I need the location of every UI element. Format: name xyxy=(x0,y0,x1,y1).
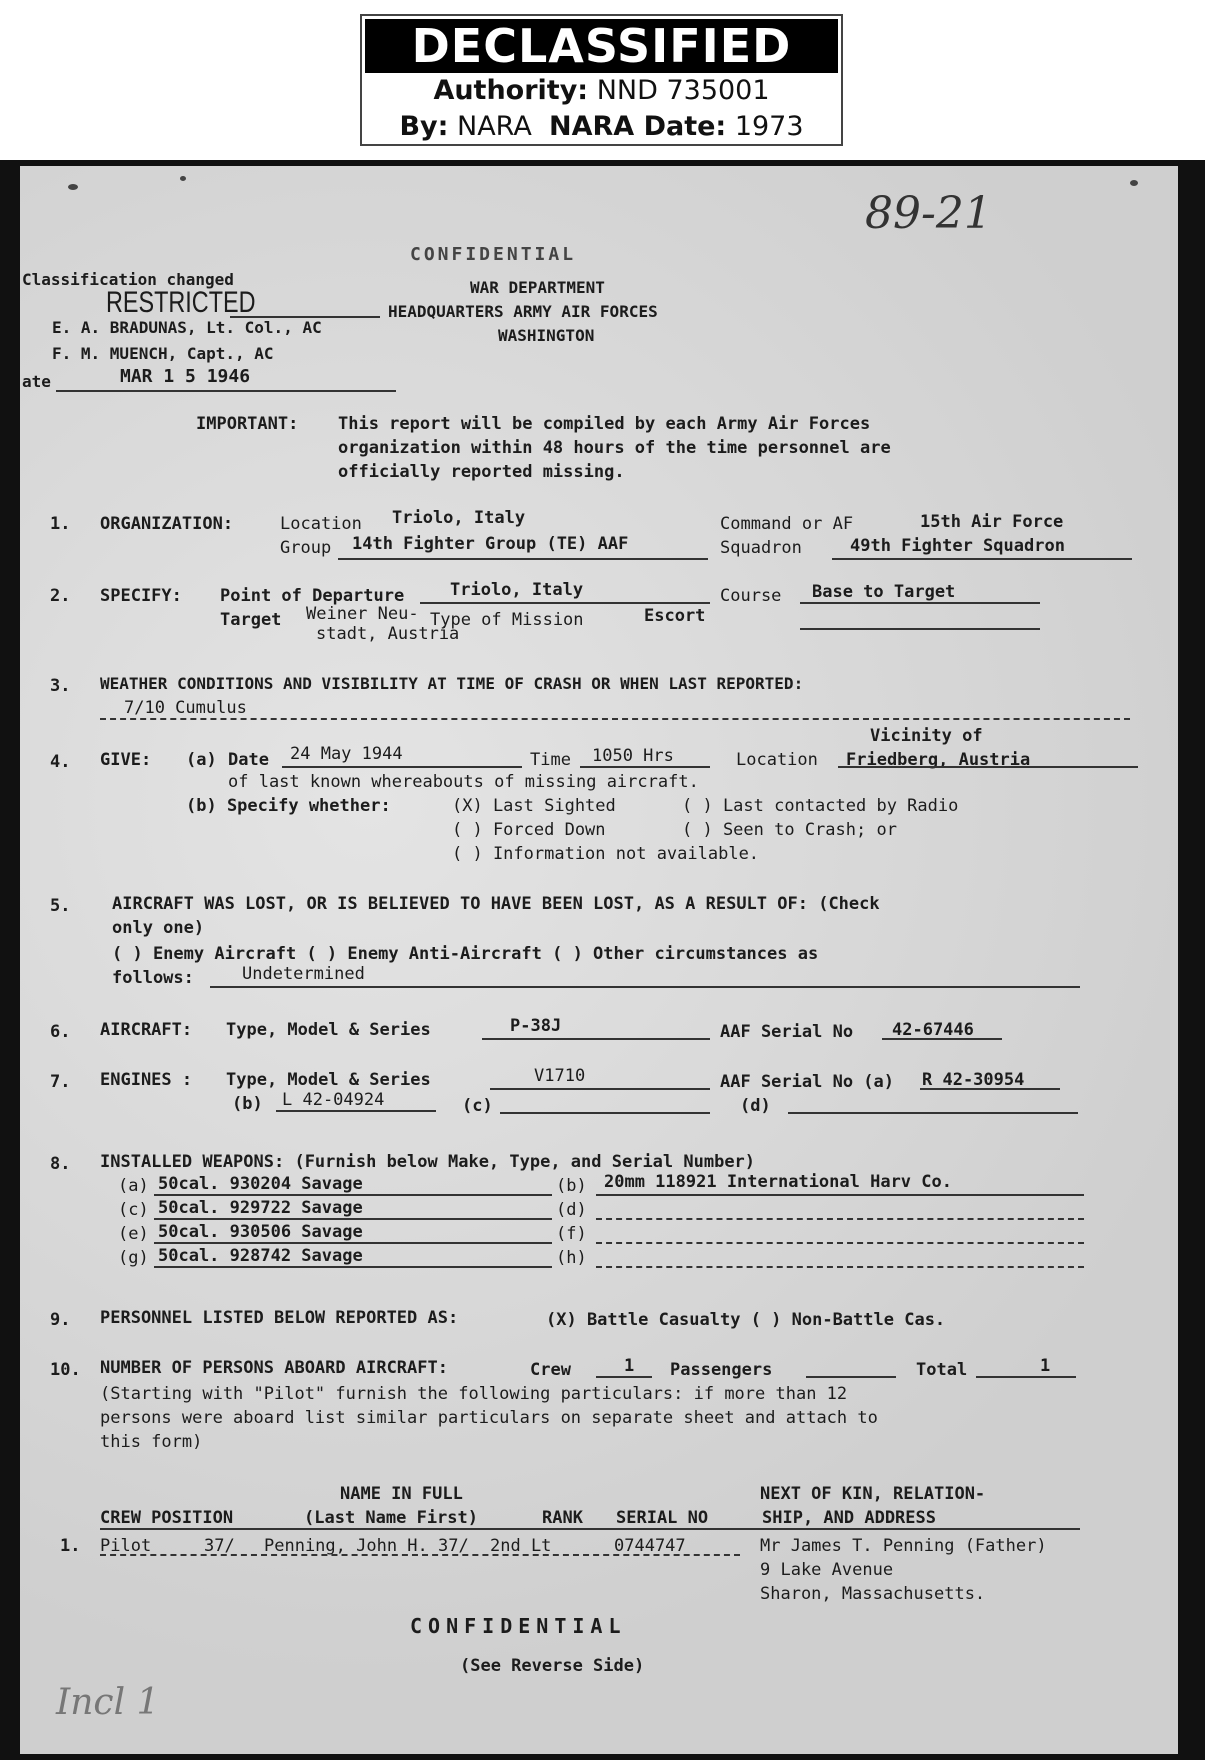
crew-header-kin-top: NEXT OF KIN, RELATION- xyxy=(760,1484,986,1504)
s4-forced-down: ( ) Forced Down xyxy=(452,820,606,840)
s6-type-label: Type, Model & Series xyxy=(226,1020,431,1040)
s10-note3: this form) xyxy=(100,1432,203,1452)
s3-value: 7/10 Cumulus xyxy=(124,698,247,718)
s8-weapon-h-key: (h) xyxy=(556,1248,587,1268)
crew-header-position: CREW POSITION xyxy=(100,1508,234,1528)
s8-weapon-a-key: (a) xyxy=(118,1176,149,1196)
class-change-date-label: ate xyxy=(22,372,51,391)
s4-location-top: Vicinity of xyxy=(870,726,983,746)
s8-weapon-d-key: (d) xyxy=(556,1200,587,1220)
s9-label: PERSONNEL LISTED BELOW REPORTED AS: xyxy=(100,1308,459,1328)
s4-num: 4. xyxy=(50,752,71,772)
s7-b-rule xyxy=(276,1110,436,1112)
s5-label-line2: only one) xyxy=(112,918,205,938)
handwritten-reference: 89-21 xyxy=(865,188,992,239)
s1-location-label: Location xyxy=(280,514,362,534)
s4-date-rule xyxy=(282,766,522,768)
s7-c-label: (c) xyxy=(462,1096,493,1116)
s8-weapon-g: 50cal. 928742 Savage xyxy=(158,1246,363,1266)
s6-type-rule xyxy=(482,1038,710,1040)
s4-last-sighted: (X) Last Sighted xyxy=(452,796,616,816)
crew-header-name-top: NAME IN FULL xyxy=(340,1484,463,1504)
crew-header-name: (Last Name First) xyxy=(304,1508,478,1528)
crew-row-kin3: Sharon, Massachusetts. xyxy=(760,1584,986,1604)
s4-time: 1050 Hrs xyxy=(592,746,674,766)
s2-target-label: Target xyxy=(220,610,282,630)
ink-speck xyxy=(68,184,78,190)
document-page xyxy=(20,166,1178,1754)
s4-whereabouts: of last known whereabouts of missing aircraft. xyxy=(228,772,699,792)
s4-location-rule xyxy=(838,766,1138,768)
crew-row-position: Pilot xyxy=(100,1536,152,1556)
s8-weapon-b-key: (b) xyxy=(556,1176,587,1196)
s3-rule xyxy=(100,718,1130,720)
s6-type: P-38J xyxy=(510,1016,562,1036)
crew-row-name: Penning, John H. xyxy=(264,1536,428,1556)
s6-num: 6. xyxy=(50,1022,71,1042)
s2-mission: Escort xyxy=(644,606,706,626)
crew-row-rule xyxy=(100,1554,740,1556)
s7-c-rule xyxy=(500,1112,710,1114)
s10-total-rule xyxy=(976,1376,1076,1378)
s2-departure-rule xyxy=(420,602,710,604)
crew-header-kin: SHIP, AND ADDRESS xyxy=(762,1508,936,1528)
s10-crew-rule xyxy=(596,1376,652,1378)
s5-options: ( ) Enemy Aircraft ( ) Enemy Anti-Aircraft ( ) Other circumstances as xyxy=(112,944,819,964)
s2-departure: Triolo, Italy xyxy=(450,580,584,600)
stamp-by: By: NARA NARA Date: 1973 xyxy=(399,111,804,142)
s8-weapon-b-rule xyxy=(596,1194,1084,1196)
s7-type-rule xyxy=(490,1088,710,1090)
s8-weapon-e: 50cal. 930506 Savage xyxy=(158,1222,363,1242)
class-change-date-rule xyxy=(56,390,396,392)
s5-label-line1: AIRCRAFT WAS LOST, OR IS BELIEVED TO HAVE BEEN LOST, AS A RESULT OF: (Check xyxy=(112,894,880,914)
s9-value: (X) Battle Casualty ( ) Non-Battle Cas. xyxy=(546,1310,946,1330)
s5-follows: Undetermined xyxy=(242,964,365,984)
stamp-title: DECLASSIFIED xyxy=(365,19,838,73)
s3-label: WEATHER CONDITIONS AND VISIBILITY AT TIME OF CRASH OR WHEN LAST REPORTED: xyxy=(100,674,804,693)
s8-weapon-f-rule xyxy=(596,1242,1084,1244)
s10-crew-label: Crew xyxy=(530,1360,571,1380)
ink-speck xyxy=(1130,180,1138,186)
s4-b: (b) Specify whether: xyxy=(186,796,391,816)
s1-squadron-rule xyxy=(832,558,1132,560)
s7-b-label: (b) xyxy=(232,1094,263,1114)
s4-time-rule xyxy=(580,766,710,768)
header-washington: WASHINGTON xyxy=(498,326,595,345)
crew-row-rank: 2nd Lt xyxy=(490,1536,552,1556)
s10-note2: persons were aboard list similar particulars on separate sheet and attach to xyxy=(100,1408,878,1428)
s1-squadron-label: Squadron xyxy=(720,538,802,558)
crew-row-kin2: 9 Lake Avenue xyxy=(760,1560,894,1580)
s3-num: 3. xyxy=(50,676,71,696)
crew-row-serial: 0744747 xyxy=(614,1536,686,1556)
s2-target-line2: stadt, Austria xyxy=(316,624,460,644)
restricted-stamp: RESTRICTED xyxy=(106,286,256,319)
s7-serial-label: AAF Serial No (a) xyxy=(720,1072,894,1092)
header-hq-aaf: HEADQUARTERS ARMY AIR FORCES xyxy=(388,302,658,321)
s1-group: 14th Fighter Group (TE) AAF xyxy=(352,534,629,554)
s8-weapon-e-key: (e) xyxy=(118,1224,149,1244)
s7-d-label: (d) xyxy=(740,1096,771,1116)
top-classification: CONFIDENTIAL xyxy=(410,244,577,265)
s10-num: 10. xyxy=(50,1360,81,1380)
s1-squadron: 49th Fighter Squadron xyxy=(850,536,1065,556)
s7-type: V1710 xyxy=(534,1066,586,1086)
scanned-sheet xyxy=(0,160,1205,1760)
see-reverse-side: (See Reverse Side) xyxy=(460,1656,645,1676)
s1-label: ORGANIZATION: xyxy=(100,514,234,534)
s4-date: 24 May 1944 xyxy=(290,744,403,764)
bottom-classification: CONFIDENTIAL xyxy=(410,1614,627,1638)
s6-serial-label: AAF Serial No xyxy=(720,1022,854,1042)
s10-passengers-rule xyxy=(806,1376,896,1378)
s4-label: GIVE: xyxy=(100,750,152,770)
crew-row-mark1: 37/ xyxy=(204,1536,235,1556)
s8-num: 8. xyxy=(50,1154,71,1174)
ink-speck xyxy=(180,176,186,181)
crew-header-rank: RANK xyxy=(542,1508,583,1528)
important-line2: organization within 48 hours of the time personnel are xyxy=(338,438,891,458)
s8-weapon-c-key: (c) xyxy=(118,1200,149,1220)
s8-weapon-e-rule xyxy=(154,1242,552,1244)
important-label: IMPORTANT: xyxy=(196,414,299,434)
s1-group-rule xyxy=(338,558,708,560)
important-line3: officially reported missing. xyxy=(338,462,625,482)
s8-weapon-g-rule xyxy=(154,1266,552,1268)
s2-num: 2. xyxy=(50,586,71,606)
s2-course-rule xyxy=(800,602,1040,604)
crew-header-serial: SERIAL NO xyxy=(616,1508,709,1528)
s8-weapon-f-key: (f) xyxy=(556,1224,587,1244)
s4-seen-crash: ( ) Seen to Crash; or xyxy=(682,820,897,840)
s7-label: ENGINES : xyxy=(100,1070,193,1090)
s8-weapon-d-rule xyxy=(596,1218,1084,1220)
class-change-by2: F. M. MUENCH, Capt., AC xyxy=(52,344,274,363)
s8-weapon-h-rule xyxy=(596,1266,1084,1268)
s2-extra-rule xyxy=(800,628,1040,630)
s4-location: Friedberg, Austria xyxy=(846,750,1031,770)
s1-num: 1. xyxy=(50,514,71,534)
s8-weapon-c: 50cal. 929722 Savage xyxy=(158,1198,363,1218)
s7-b: L 42-04924 xyxy=(282,1090,385,1110)
s2-departure-label: Point of Departure xyxy=(220,586,405,606)
class-change-label: Classification changed xyxy=(22,270,234,289)
s8-weapon-g-key: (g) xyxy=(118,1248,149,1268)
s6-serial: 42-67446 xyxy=(892,1020,974,1040)
s4-location-label: Location xyxy=(736,750,818,770)
s10-total: 1 xyxy=(1040,1356,1051,1376)
s10-total-label: Total xyxy=(916,1360,968,1380)
s8-weapon-a-rule xyxy=(154,1194,552,1196)
header-war-department: WAR DEPARTMENT xyxy=(470,278,605,297)
s1-command: 15th Air Force xyxy=(920,512,1064,532)
crew-row-kin1: Mr James T. Penning (Father) xyxy=(760,1536,1047,1556)
s6-serial-rule xyxy=(882,1038,1002,1040)
s1-group-label: Group xyxy=(280,538,332,558)
s5-num: 5. xyxy=(50,896,71,916)
s8-weapon-a: 50cal. 930204 Savage xyxy=(158,1174,363,1194)
s4-a: (a) xyxy=(186,750,217,770)
class-change-by1: E. A. BRADUNAS, Lt. Col., AC xyxy=(52,318,322,337)
s1-location: Triolo, Italy xyxy=(392,508,526,528)
declassified-stamp xyxy=(360,14,843,146)
handwritten-inclosure: Incl 1 xyxy=(56,1682,160,1723)
s10-crew: 1 xyxy=(624,1356,635,1376)
important-line1: This report will be compiled by each Army Air Forces xyxy=(338,414,871,434)
s10-passengers-label: Passengers xyxy=(670,1360,773,1380)
s5-rule xyxy=(210,986,1080,988)
s4-date-label: Date xyxy=(228,750,269,770)
s1-command-label: Command or AF xyxy=(720,514,854,534)
s8-weapon-c-rule xyxy=(154,1218,552,1220)
crew-header-rule xyxy=(100,1528,1080,1530)
s2-mission-label: Type of Mission xyxy=(430,610,584,630)
crew-row-mark2: 37/ xyxy=(438,1536,469,1556)
s2-course-label: Course xyxy=(720,586,782,606)
s2-label: SPECIFY: xyxy=(100,586,182,606)
s4-info-not-available: ( ) Information not available. xyxy=(452,844,760,864)
s8-label: INSTALLED WEAPONS: (Furnish below Make, Type, and Serial Number) xyxy=(100,1152,756,1172)
s8-weapon-b: 20mm 118921 International Harv Co. xyxy=(604,1172,952,1192)
stamp-authority: Authority: NND 735001 xyxy=(433,75,770,106)
s6-label: AIRCRAFT: xyxy=(100,1020,193,1040)
s7-type-label: Type, Model & Series xyxy=(226,1070,431,1090)
crew-row-num: 1. xyxy=(60,1536,81,1556)
s7-d-rule xyxy=(788,1112,1078,1114)
s4-time-label: Time xyxy=(530,750,571,770)
s4-last-contacted: ( ) Last contacted by Radio xyxy=(682,796,959,816)
s7-a-rule xyxy=(920,1088,1060,1090)
s5-follows-label: follows: xyxy=(112,968,194,988)
s2-target-line1: Weiner Neu- xyxy=(306,604,419,624)
s2-course: Base to Target xyxy=(812,582,956,602)
class-change-date: MAR 1 5 1946 xyxy=(120,366,251,387)
s10-label: NUMBER OF PERSONS ABOARD AIRCRAFT: xyxy=(100,1358,448,1378)
s7-a: R 42-30954 xyxy=(922,1070,1025,1090)
s7-num: 7. xyxy=(50,1072,71,1092)
s9-num: 9. xyxy=(50,1310,71,1330)
s10-note1: (Starting with "Pilot" furnish the following particulars: if more than 12 xyxy=(100,1384,848,1404)
